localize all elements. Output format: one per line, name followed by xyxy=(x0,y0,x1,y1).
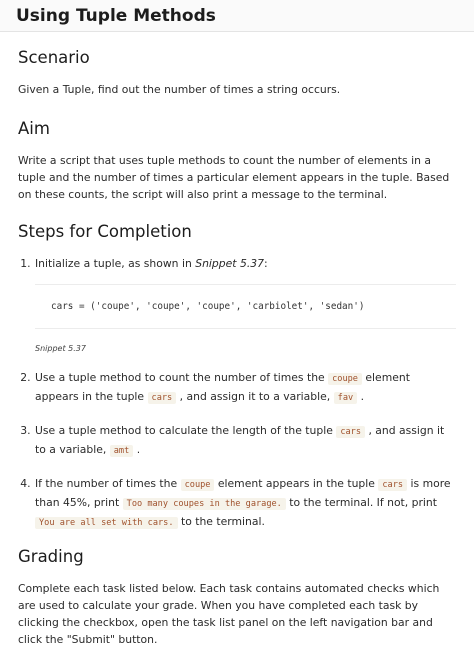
step-2-text: . xyxy=(357,390,365,403)
step-2 xyxy=(34,369,456,407)
inline-code: You are all set with cars. xyxy=(35,517,178,529)
inline-code: amt xyxy=(110,445,134,457)
step-2-text: , and assign it to a variable, xyxy=(176,390,334,403)
step-1-suffix: : xyxy=(264,257,268,270)
inline-code: cars xyxy=(378,479,407,491)
step-4-text: to the terminal. If not, print xyxy=(285,496,438,509)
step-4 xyxy=(34,475,456,532)
step-1-snippet-ref: Snippet 5.37 xyxy=(195,257,264,270)
inline-code: coupe xyxy=(181,479,215,491)
step-2-text: Use a tuple method to count the number of times the xyxy=(35,371,329,384)
aim-text: Write a script that uses tuple methods to count the number of elements in a tuple and the number of times a particular element appears in the tuple. Based on these counts, the script will also print a message to the terminal. xyxy=(18,154,450,201)
inline-code: Too many coupes in the garage. xyxy=(123,498,286,510)
step-4-text: is more than 45%, print xyxy=(35,477,451,509)
step-3-text: Use a tuple method to calculate the length of the tuple xyxy=(35,424,337,437)
steps-heading: Steps for Completion xyxy=(18,222,192,241)
step-4-text: element appears in the tuple xyxy=(214,477,379,490)
inline-code: cars xyxy=(336,426,365,438)
scenario-heading: Scenario xyxy=(18,48,90,67)
step-1 xyxy=(34,255,456,355)
aim-heading: Aim xyxy=(18,119,50,138)
step-3 xyxy=(34,422,456,460)
steps-list xyxy=(18,255,456,532)
instructions-content xyxy=(0,48,474,648)
inline-code: fav xyxy=(334,392,358,404)
inline-code: cars xyxy=(148,392,177,404)
step-1-text: Initialize a tuple, as shown in xyxy=(35,257,196,270)
step-3-text: , and assign it to a variable, xyxy=(35,424,445,456)
snippet-caption: Snippet 5.37 xyxy=(35,344,86,353)
page-title: Using Tuple Methods xyxy=(16,6,216,26)
grading-text: Complete each task listed below. Each task contains automated checks which are used to calculate your grade. When you have completed each task by clicking the checkbox, open the task list panel on the left navigation bar and click the "Submit" button. xyxy=(18,582,440,646)
grading-heading: Grading xyxy=(18,547,84,566)
step-2-text: element appears in the tuple xyxy=(35,371,410,403)
step-4-text: to the terminal. xyxy=(177,515,265,528)
code-snippet: cars = ('coupe', 'coupe', 'coupe', 'carbiolet', 'sedan') xyxy=(35,284,456,329)
step-3-text: . xyxy=(133,443,141,456)
page-header xyxy=(0,0,474,32)
step-4-text: If the number of times the xyxy=(35,477,181,490)
inline-code: coupe xyxy=(328,373,362,385)
scenario-text: Given a Tuple, find out the number of times a string occurs. xyxy=(18,83,341,96)
